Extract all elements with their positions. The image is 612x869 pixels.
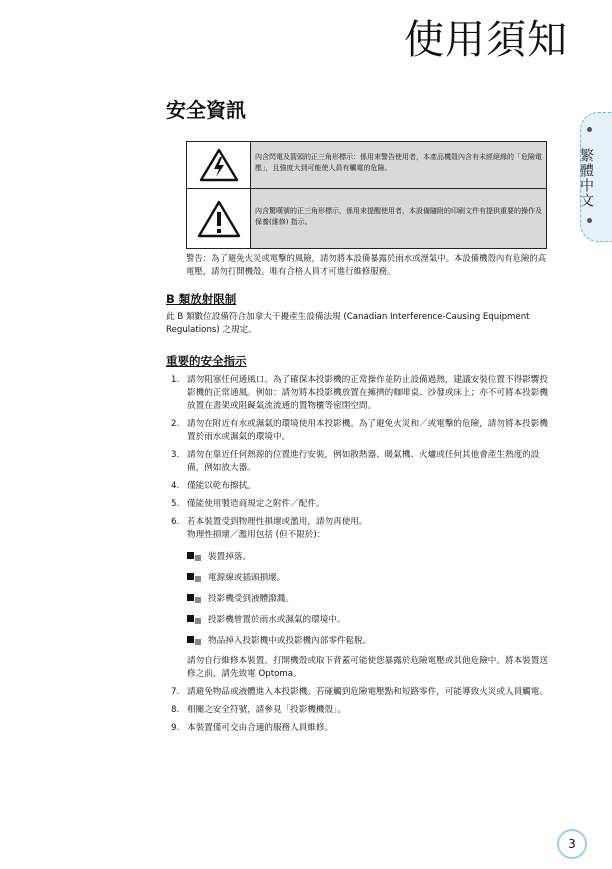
bullet-square-icon [187,594,203,604]
language-tab-label: 繁體中文 [578,148,594,208]
list-item: 3. 請勿在靠近任何熱源的位置進行安裝，例如散熱器、暖氣機、火爐或任何其他會產生熱度的設備，例如放大器。 [171,450,540,473]
warning-row [187,189,546,248]
warning-text: 內含驚嘆號的正三角形標示，係用來提醒使用者，本設備隨附的印刷文件有提供重要的操作及保養(維修) 指示。 [251,189,546,248]
list-item: 5. 僅能使用製造商規定之附件／配件。 [171,499,325,509]
list-item: 9. 本裝置僅可交由合適的服務人員維修。 [171,723,334,733]
bullet-square-icon [187,552,203,562]
bullet-item: 物品掉入投影機中或投影機內部零件鬆脫。 [187,635,551,647]
exclamation-triangle-icon [197,200,241,238]
item6-after-text: 請勿自行維修本裝置。打開機殼或取下背蓋可能使您暴露於危險電壓或其他危險中。將本裝置送修之前，請先致電 Optoma。 [187,656,548,679]
safety-list [171,374,551,740]
bullet-item: 投影機受到液體潑濺。 [187,593,551,605]
list-item: 1. 請勿阻塞任何通風口。為了確保本投影機的正常操作並防止設備過熱，建議安裝位置不得影響投影機的正常通風。例如：請勿將本投影機放置在擁擠的咖啡桌、沙發或床上；亦不可將本投影機放置在書架或阻礙氣流流通的置物櫃等密閉空間。 [171,375,548,411]
tab-dot-top [587,127,592,132]
warning-table [186,141,547,249]
list-item: 7. 請避免物品或液體進入本投影機。若碰觸到危險電壓點和短路零件，可能導致火災或人員觸電。 [171,687,548,697]
warning-note: 警告：為了避免火災或電擊的風險，請勿將本設備暴露於雨水或溼氣中。本設備機殼內有危險的高電壓，請勿打開機殼。唯有合格人員才可進行維修服務。 [186,253,547,276]
section-title: 安全資訊 [166,98,246,122]
page-number: 3 [557,829,587,859]
item6-subtext: 物理性損壞／濫用包括 (但不限於)： [187,530,326,540]
class-b-heading: B 類放射限制 [166,292,237,306]
bullet-item: 投影機曾置於雨水或濕氣的環境中。 [187,614,551,626]
page-title: 使用須知 [404,17,568,63]
warning-text: 內含閃電及箭頭的正三角形標示：係用來警告使用者，本產品機殼內含有未經絕緣的「危險電壓」，且強度大到可能使人員有觸電的危險。 [251,142,546,188]
class-b-text: 此 B 類數位設備符合加拿大干擾產生設備法規 (Canadian Interference-Causing Equipment Regulations) 之規定。 [166,312,530,335]
bullet-square-icon [187,636,203,646]
tab-dot-bottom [587,218,592,223]
safety-heading: 重要的安全指示 [166,354,247,368]
bullet-square-icon [187,615,203,625]
warning-row [187,142,546,189]
list-item: 8. 相關之安全符號，請參見「投影機機殼」。 [171,705,346,715]
bullet-square-icon [187,573,203,583]
bullet-item: 裝置掉落。 [187,551,551,563]
list-item: 4. 僅能以乾布擦拭。 [171,481,256,491]
bullet-item: 電源線或插頭損壞。 [187,572,551,584]
list-item: 6. 若本裝置受到物理性損壞或濫用，請勿再使用。 物理性損壞／濫用包括 (但不限於)： 裝置掉落。 電源線或插頭損壞。 投影機受到液體潑濺。 投影機曾置於雨水或濕氣的環境中。 物品掉入投影機中或投影機內部零件鬆脫。 請勿自行維修本裝置。打開機殼或取下背蓋可能使您暴露於危險電壓或其他危險中。將本裝置送修之前，請先致電 Optoma。 [171,516,551,681]
lightning-triangle-icon [199,148,239,182]
list-item: 2. 請勿在附近有水或濕氣的環境使用本投影機。為了避免火災和／或電擊的危險，請勿將本投影機置於雨水或濕氣的環境中。 [171,419,548,442]
